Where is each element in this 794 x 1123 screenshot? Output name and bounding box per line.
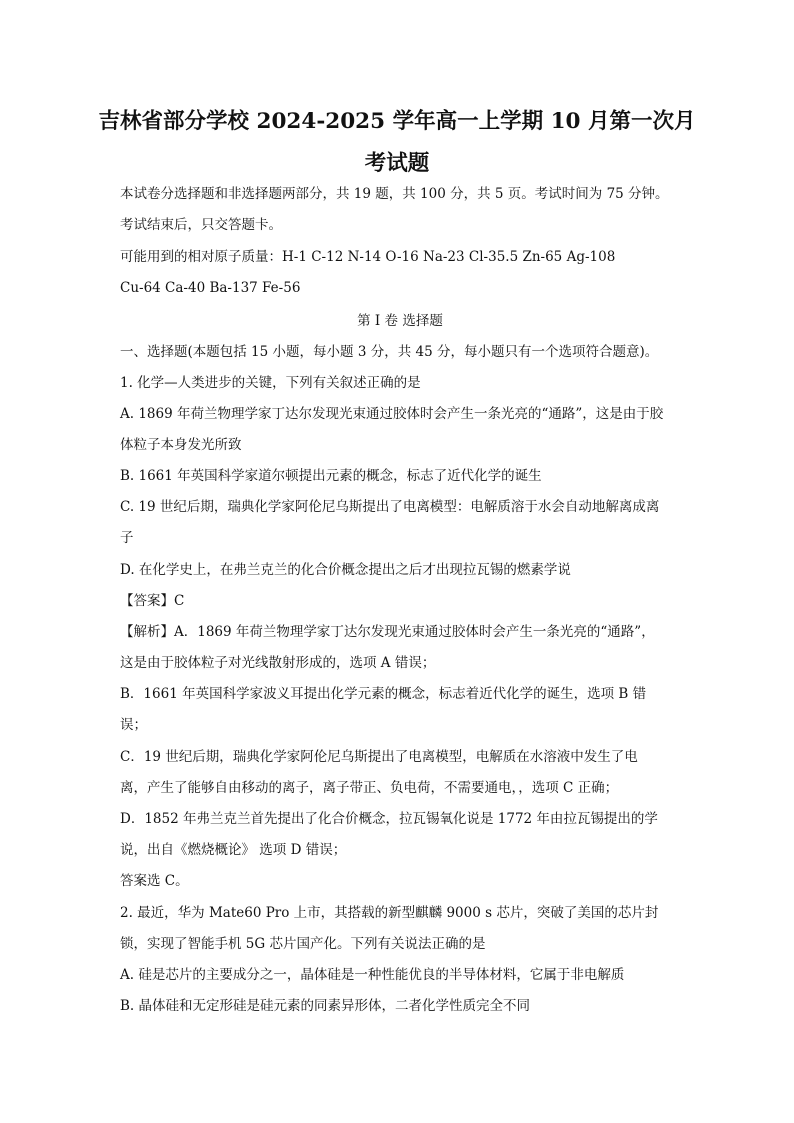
q2-stem-line2: 锁，实现了智能手机 5G 芯片国产化。下列有关说法正确的是 — [120, 936, 486, 952]
section-title: 第 I 卷 选择题 — [357, 313, 443, 329]
q1-option-a-line1: A. 1869 年荷兰物理学家丁达尔发现光束通过胶体时会产生一条光亮的“通路”，这是由于胶 — [120, 406, 664, 422]
q1-explanation-4: 误； — [120, 717, 147, 733]
q1-option-d: D. 在化学史上，在弗兰克兰的化合价概念提出之后才出现拉瓦锡的燃素学说 — [120, 562, 571, 578]
section-desc: 一、选择题(本题包括 15 小题，每小题 3 分，共 45 分，每小题只有一个选项符合题意)。 — [120, 344, 659, 360]
q1-conclusion: 答案选 C。 — [120, 873, 189, 889]
q1-option-c-line1: C. 19 世纪后期，瑞典化学家阿伦尼乌斯提出了电离模型：电解质溶于水会自动地解离成离 — [120, 499, 660, 515]
doc-title-line2: 考试题 — [364, 151, 430, 176]
intro-line-2: 考试结束后，只交答题卡。 — [120, 217, 282, 233]
q1-explanation-3: B．1661 年英国科学家波义耳提出化学元素的概念，标志着近代化学的诞生，选项 B 错 — [120, 686, 647, 702]
q2-option-a: A. 硅是芯片的主要成分之一，晶体硅是一种性能优良的半导体材料，它属于非电解质 — [120, 967, 625, 983]
q1-explanation-6: 离，产生了能够自由移动的离子，离子带正、负电荷，不需要通电，，选项 C 正确； — [120, 780, 619, 796]
q1-option-a-line2: 体粒子本身发光所致 — [120, 437, 242, 453]
q1-explanation-1: 【解析】A．1869 年荷兰物理学家丁达尔发现光束通过胶体时会产生一条光亮的“通路”， — [120, 624, 655, 640]
q1-stem: 1. 化学—人类进步的关键，下列有关叙述正确的是 — [120, 375, 421, 391]
q1-answer: 【答案】C — [120, 593, 185, 609]
q1-explanation-2: 这是由于胶体粒子对光线散射形成的，选项 A 错误； — [120, 655, 436, 671]
doc-title-line1: 吉林省部分学校 2024-2025 学年高一上学期 10 月第一次月 — [98, 109, 696, 134]
q1-option-c-line2: 子 — [120, 530, 134, 546]
q1-explanation-5: C．19 世纪后期，瑞典化学家阿伦尼乌斯提出了电离模型，电解质在水溶液中发生了电 — [120, 749, 638, 765]
q1-explanation-7: D．1852 年弗兰克兰首先提出了化合价概念，拉瓦锡氧化说是 1772 年由拉瓦锡提出的学 — [120, 811, 658, 827]
q1-explanation-8: 说，出自《燃烧概论》 选项 D 错误； — [120, 842, 347, 858]
q1-option-b: B. 1661 年英国科学家道尔顿提出元素的概念，标志了近代化学的诞生 — [120, 468, 542, 484]
intro-line-1: 本试卷分选择题和非选择题两部分，共 19 题，共 100 分，共 5 页。考试时间为 75 分钟。 — [120, 186, 669, 202]
q2-stem-line1: 2. 最近，华为 Mate60 Pro 上市，其搭载的新型麒麟 9000 s 芯片，突破了美国的芯片封 — [120, 905, 659, 921]
q2-option-b: B. 晶体硅和无定形硅是硅元素的同素异形体，二者化学性质完全不同 — [120, 998, 531, 1014]
intro-line-4: Cu-64 Ca-40 Ba-137 Fe-56 — [120, 280, 301, 296]
intro-line-3: 可能用到的相对原子质量：H-1 C-12 N-14 O-16 Na-23 Cl-35.5 Zn-65 Ag-108 — [120, 249, 616, 265]
